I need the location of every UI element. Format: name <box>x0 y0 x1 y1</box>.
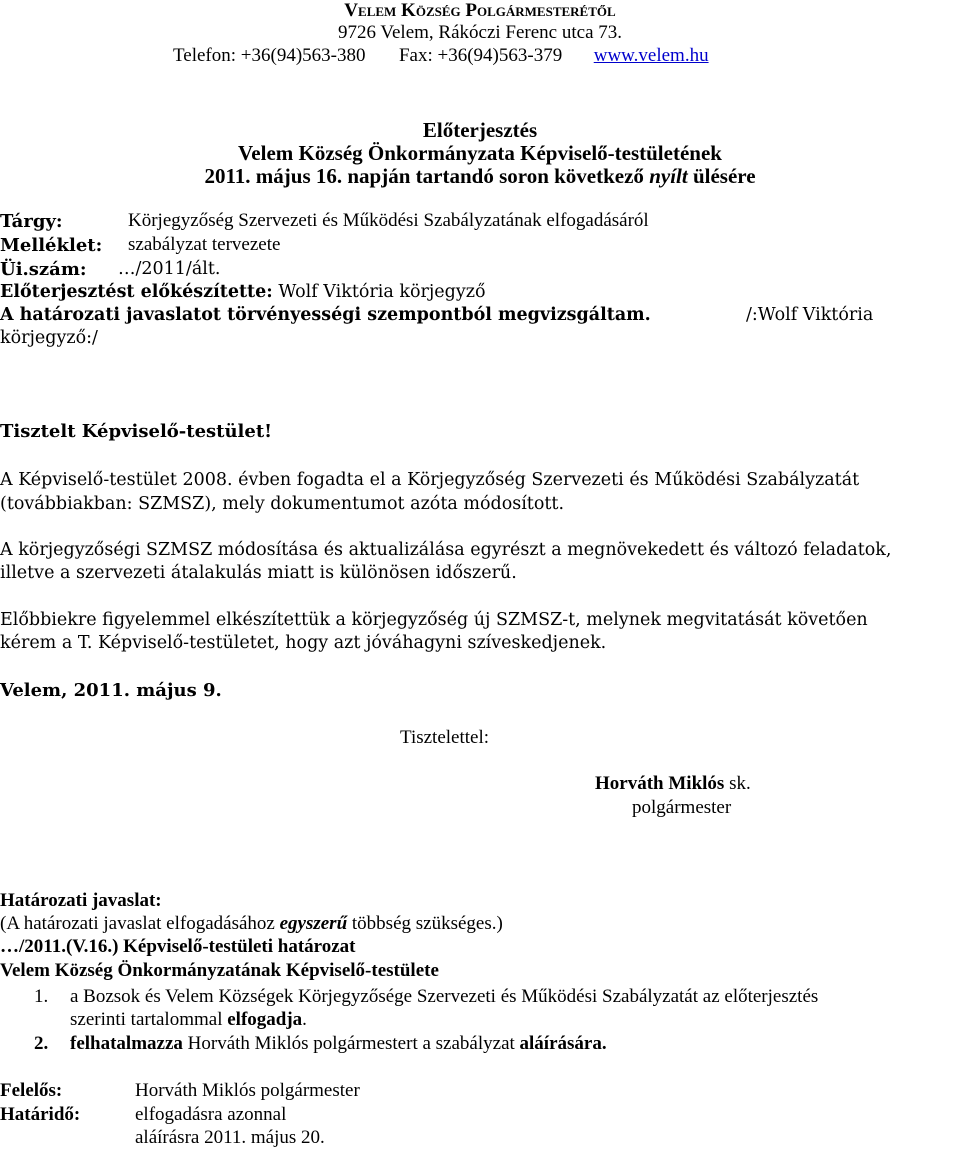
prepared-by <box>0 282 485 302</box>
letterhead-contacts <box>173 45 709 67</box>
doc-meeting-line: 2011. május 16. napján tartandó soron következő nyílt ülésére <box>204 164 756 188</box>
resolution-item-2-number: 2. <box>34 1033 49 1054</box>
case-number-label: Üi.szám: <box>0 259 87 280</box>
resolution-body: Velem Község Önkormányzatának Képviselő-testülete <box>0 960 439 981</box>
resolution-heading: Határozati javaslat: <box>0 890 162 911</box>
letterhead-website-link[interactable]: www.velem.hu <box>593 45 709 66</box>
doc-title: Előterjesztés <box>422 118 538 142</box>
paragraph-1-line-1: A Képviselő-testület 2008. évben fogadta el a Körjegyzőség Szervezeti és Működési Szabályzatát <box>0 470 860 490</box>
paragraph-2-line-2: illetve a szervezeti átalakulás miatt is különösen időszerű. <box>0 563 517 583</box>
attachment-value: szabályzat tervezete <box>128 234 281 255</box>
resolution-number: …/2011.(V.16.) Képviselő-testületi határozat <box>0 936 356 957</box>
resolution-item-1-number: 1. <box>34 986 49 1007</box>
paragraph-3-line-1: Előbbiekre figyelemmel elkészítettük a körjegyzőség új SZMSZ-t, melynek megvitatását követően <box>0 610 868 630</box>
letterhead-title: Velem Község Polgármesterétől <box>344 0 616 21</box>
legal-check-signer: /:Wolf Viktória <box>746 305 874 325</box>
deadline-value-1: elfogadásra azonnal <box>135 1104 287 1125</box>
paragraph-1-line-2: (továbbiakban: SZMSZ), mely dokumentumot azóta módosított. <box>0 494 565 514</box>
signatory-name: Horváth Miklós sk. <box>595 773 751 794</box>
attachment-label: Melléklet: <box>0 235 103 256</box>
paragraph-2-line-1: A körjegyzőségi SZMSZ módosítása és aktualizálása egyrészt a megnövekedett és változó feladatok, <box>0 540 892 560</box>
letterhead-phone: Telefon: +36(94)563-380 <box>173 45 366 66</box>
paragraph-3-line-2: kérem a T. Képviselő-testületet, hogy azt jóváhagyni szíveskedjenek. <box>0 633 607 653</box>
closing-greeting: Tisztelettel: <box>400 727 490 748</box>
resolution-item-1-line-2: szerinti tartalommal elfogadja. <box>70 1009 307 1030</box>
subject-value: Körjegyzőség Szervezeti és Működési Szabályzatának elfogadásáról <box>128 210 649 231</box>
resolution-majority-note: (A határozati javaslat elfogadásához egyszerű többség szükséges.) <box>0 913 503 934</box>
case-number-value: …/2011/ált. <box>118 259 221 279</box>
deadline-value-2: aláírásra 2011. május 20. <box>135 1127 325 1148</box>
doc-subtitle: Velem Község Önkormányzata Képviselő-testületének <box>238 141 722 165</box>
signatory-title: polgármester <box>632 797 732 818</box>
letter-date: Velem, 2011. május 9. <box>0 680 222 701</box>
letterhead-address: 9726 Velem, Rákóczi Ferenc utca 73. <box>337 22 623 43</box>
legal-check-statement: A határozati javaslatot törvényességi szempontból megvizsgáltam. <box>0 305 651 325</box>
responsible-label: Felelős: <box>0 1080 63 1101</box>
resolution-item-1-line-1: a Bozsok és Velem Községek Körjegyzősége Szervezeti és Működési Szabályzatát az előterjesztés <box>70 986 819 1007</box>
deadline-label: Határidő: <box>0 1104 81 1125</box>
subject-label: Tárgy: <box>0 211 63 232</box>
resolution-item-2-text: felhatalmazza Horváth Miklós polgármestert a szabályzat aláírására. <box>70 1033 607 1054</box>
responsible-value: Horváth Miklós polgármester <box>135 1080 360 1101</box>
letterhead-fax: Fax: +36(94)563-379 <box>398 45 563 66</box>
prepared-by-value: Wolf Viktória körjegyző <box>278 282 486 302</box>
salutation: Tisztelt Képviselő-testület! <box>0 421 273 442</box>
legal-check-signer-title: körjegyző:/ <box>0 328 98 348</box>
doc-meeting-open: nyílt <box>649 164 688 188</box>
prepared-by-label: Előterjesztést előkészítette: <box>0 282 273 302</box>
